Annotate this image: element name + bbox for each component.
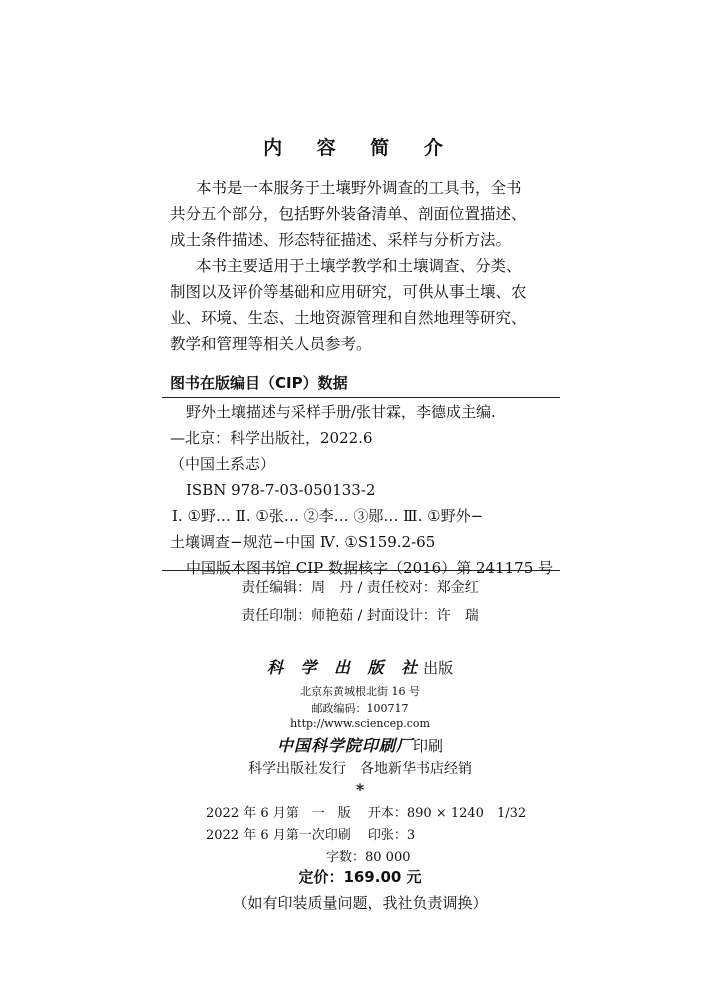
cip-heading: 图书在版编目（CIP）数据 bbox=[170, 374, 348, 392]
cip-line-catalog: 中国版本图书馆 CIP 数据核字（2016）第 241175 号 bbox=[186, 559, 554, 577]
intro-p2-line3: 业、环境、生态、土地资源管理和自然地理等研究、 bbox=[170, 309, 527, 327]
edition-line2: 2022 年 6 月第一次印刷 印张：3 bbox=[206, 828, 416, 843]
cip-line-subjects1: Ⅰ. ①野… Ⅱ. ①张… ②李… ③郧… Ⅲ. ①野外− bbox=[172, 507, 484, 525]
printer-suffix: 印刷 bbox=[413, 737, 444, 755]
cip-line-publisher: —北京：科学出版社，2022.6 bbox=[170, 429, 373, 447]
cip-line-subjects2: 土壤调查−规范−中国 Ⅳ. ①S159.2-65 bbox=[170, 533, 436, 551]
intro-p1-line2: 共分五个部分，包括野外装备清单、剖面位置描述、 bbox=[170, 205, 527, 223]
publisher-line bbox=[0, 655, 720, 678]
edition-line3: 字数：80 000 bbox=[326, 850, 411, 865]
edition-line1: 2022 年 6 月第 一 版 开本：890 × 1240 1/32 bbox=[206, 806, 527, 821]
publisher-suffix: 出版 bbox=[423, 659, 454, 677]
intro-p1-line1: 本书是一本服务于土壤野外调查的工具书，全书 bbox=[196, 179, 522, 197]
cip-line-title: 野外土壤描述与采样手册/张甘霖，李德成主编. bbox=[186, 403, 496, 421]
publisher-url: http://www.sciencep.com bbox=[290, 717, 430, 730]
page-title: 内 容 简 介 bbox=[263, 137, 457, 159]
cip-top-rule bbox=[162, 397, 560, 398]
distribution-line: 科学出版社发行 各地新华书店经销 bbox=[248, 761, 472, 777]
intro-p2-line1: 本书主要适用于土壤学教学和土壤调查、分类、 bbox=[196, 257, 522, 275]
credits-editors: 责任编辑：周 丹 / 责任校对：郑金红 bbox=[241, 580, 479, 596]
publisher-address: 北京东黄城根北街 16 号 bbox=[300, 685, 420, 698]
intro-p2-line2: 制图以及评价等基础和应用研究，可供从事土壤、农 bbox=[170, 283, 527, 301]
credits-printing: 责任印制：师艳茹 / 封面设计：许 瑞 bbox=[241, 608, 479, 624]
cip-line-series: （中国土系志） bbox=[170, 455, 276, 473]
separator-star: * bbox=[355, 780, 365, 799]
printer-logo: 中国科学院印刷厂 bbox=[276, 736, 413, 755]
quality-notice: （如有印装质量问题，我社负责调换） bbox=[232, 894, 488, 912]
printer-line bbox=[0, 733, 720, 756]
cip-line-isbn: ISBN 978-7-03-050133-2 bbox=[186, 481, 376, 499]
intro-p1-line3: 成土条件描述、形态特征描述、采样与分析方法。 bbox=[170, 231, 512, 249]
intro-p2-line4: 教学和管理等相关人员参考。 bbox=[170, 335, 372, 353]
publisher-postcode: 邮政编码：100717 bbox=[311, 702, 409, 715]
price: 定价：169.00 元 bbox=[298, 868, 422, 886]
publisher-logo: 科 学 出 版 社 bbox=[266, 658, 424, 677]
cip-bottom-rule bbox=[162, 570, 560, 571]
